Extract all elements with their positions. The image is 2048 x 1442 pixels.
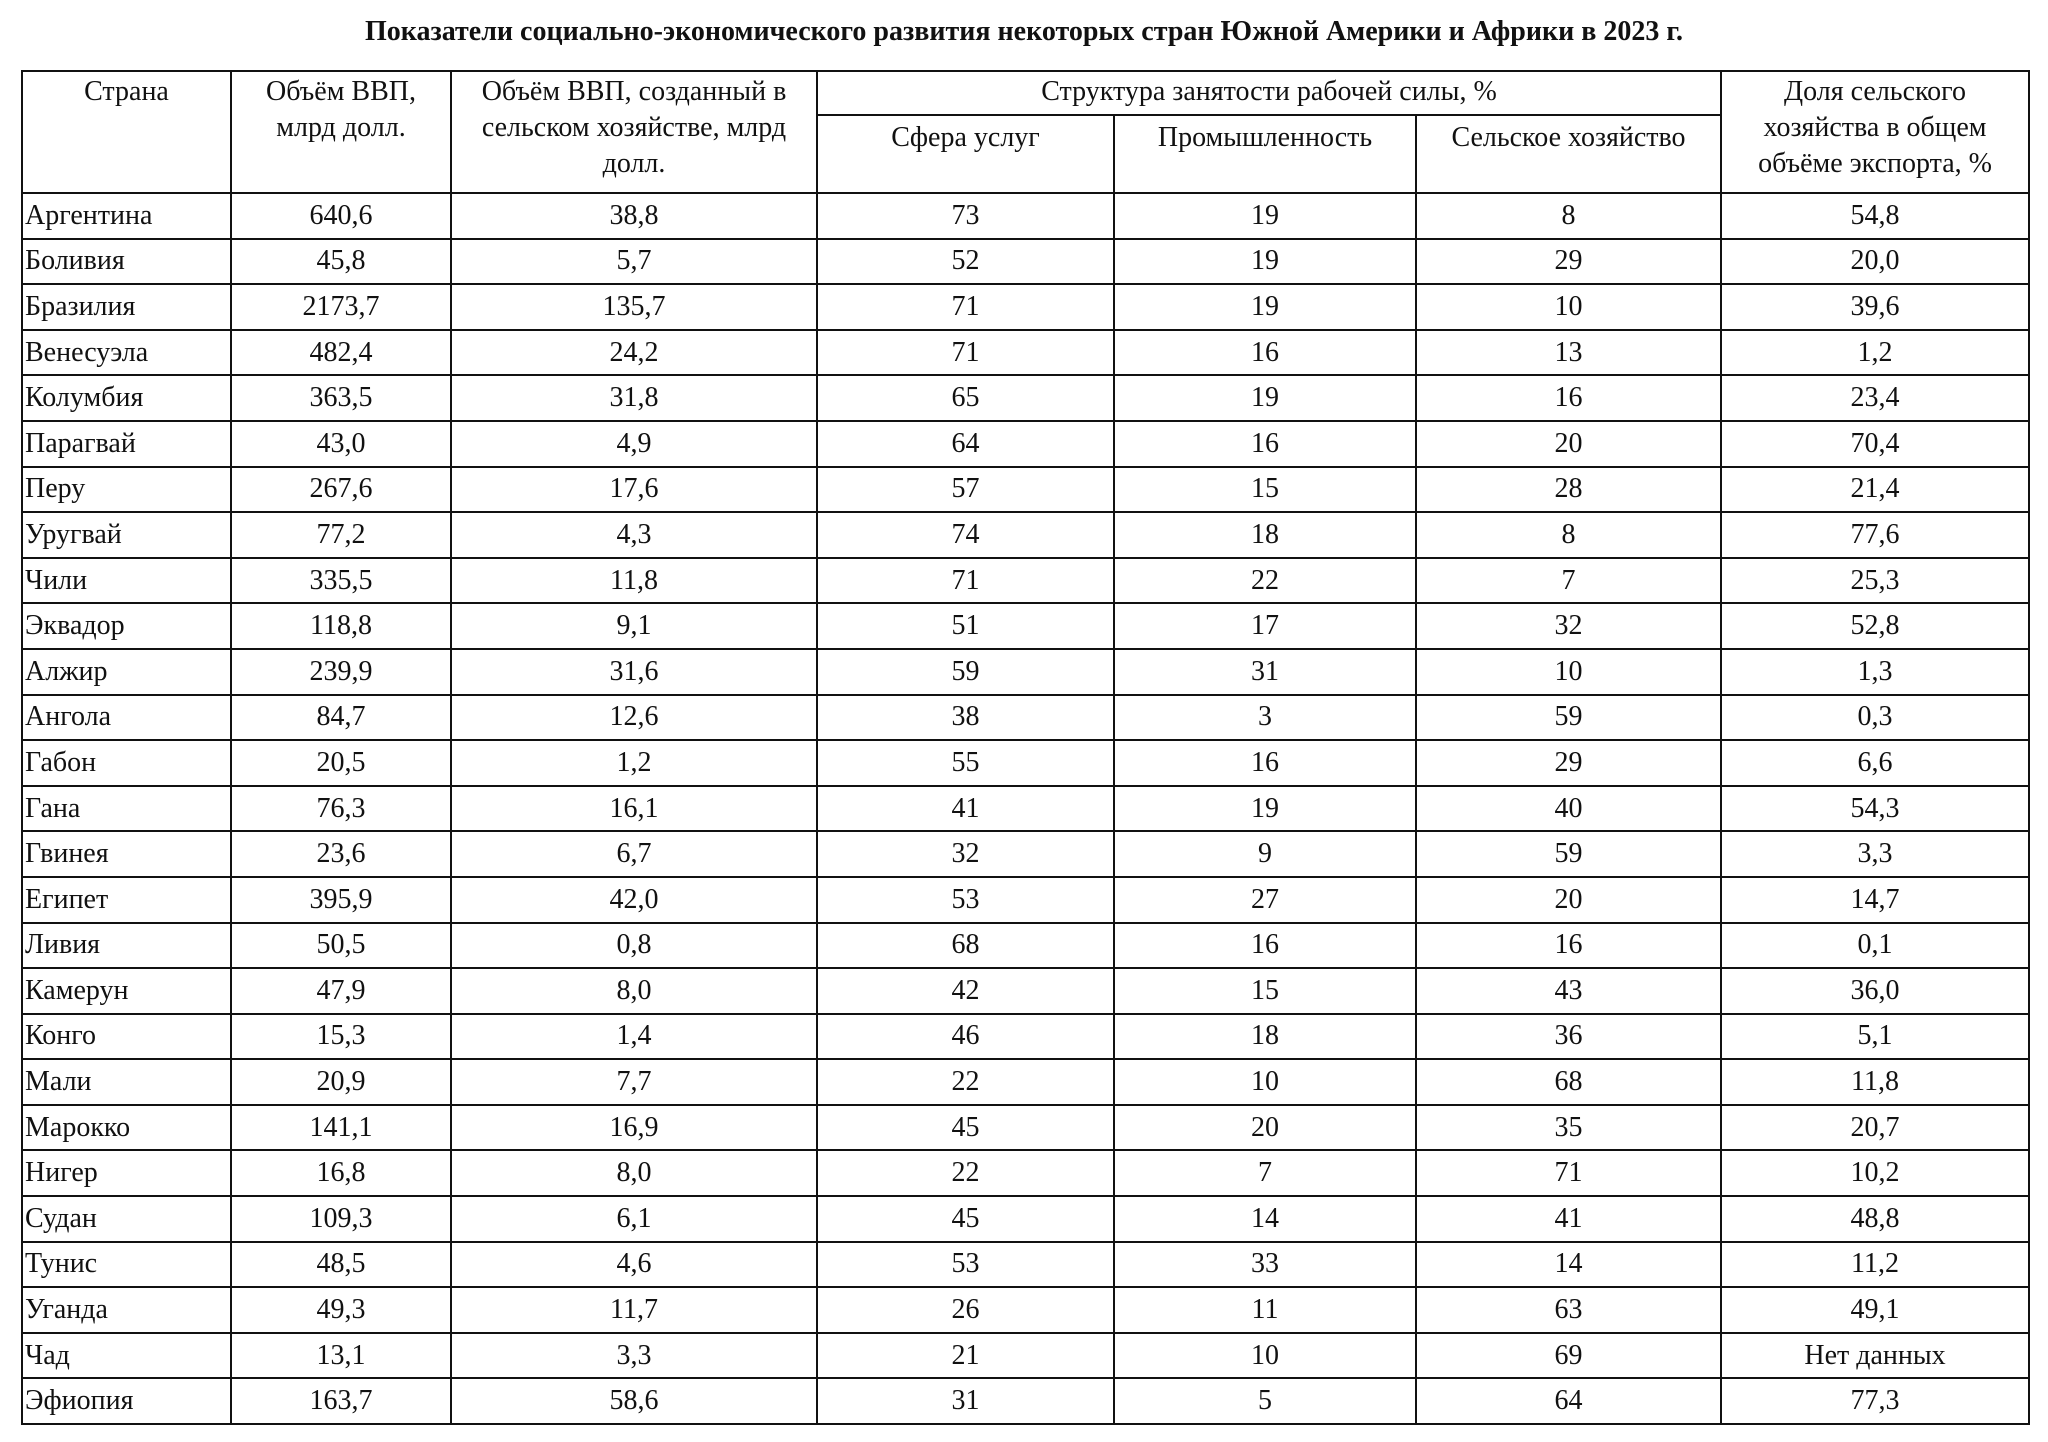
gdp-cell: 23,6 — [231, 831, 451, 877]
table-row — [22, 1196, 2029, 1242]
gdp-cell: 49,3 — [231, 1287, 451, 1333]
table-row — [22, 923, 2029, 969]
agriculture-cell: 16 — [1416, 923, 1721, 969]
agriculture-cell: 41 — [1416, 1196, 1721, 1242]
industry-cell: 19 — [1114, 786, 1416, 832]
agri-export-share-cell: 54,8 — [1721, 193, 2029, 239]
industry-cell: 19 — [1114, 193, 1416, 239]
gdp-cell: 43,0 — [231, 421, 451, 467]
gdp-agriculture-cell: 31,8 — [451, 375, 817, 421]
agri-export-share-cell: 70,4 — [1721, 421, 2029, 467]
table-row — [22, 284, 2029, 330]
agri-export-share-cell: 49,1 — [1721, 1287, 2029, 1333]
services-cell: 73 — [817, 193, 1114, 239]
agriculture-cell: 59 — [1416, 695, 1721, 741]
table-row — [22, 831, 2029, 877]
table-row — [22, 1242, 2029, 1288]
agriculture-cell: 68 — [1416, 1059, 1721, 1105]
industry-cell: 15 — [1114, 968, 1416, 1014]
industry-cell: 10 — [1114, 1333, 1416, 1379]
header-employment-structure: Структура занятости рабочей силы, % — [817, 71, 1721, 115]
agriculture-cell: 10 — [1416, 649, 1721, 695]
gdp-agriculture-cell: 4,9 — [451, 421, 817, 467]
agriculture-cell: 64 — [1416, 1378, 1721, 1424]
industry-cell: 18 — [1114, 1014, 1416, 1060]
agri-export-share-cell: 48,8 — [1721, 1196, 2029, 1242]
agri-export-share-cell: 0,3 — [1721, 695, 2029, 741]
gdp-agriculture-cell: 135,7 — [451, 284, 817, 330]
header-services: Сфера услуг — [817, 115, 1114, 193]
table-row — [22, 695, 2029, 741]
agri-export-share-cell: 5,1 — [1721, 1014, 2029, 1060]
agriculture-cell: 29 — [1416, 239, 1721, 285]
agriculture-cell: 13 — [1416, 330, 1721, 376]
industry-cell: 19 — [1114, 375, 1416, 421]
agri-export-share-cell: 10,2 — [1721, 1150, 2029, 1196]
country-cell: Алжир — [22, 649, 231, 695]
agriculture-cell: 8 — [1416, 193, 1721, 239]
country-cell: Эфиопия — [22, 1378, 231, 1424]
industry-cell: 31 — [1114, 649, 1416, 695]
country-cell: Парагвай — [22, 421, 231, 467]
gdp-cell: 20,5 — [231, 740, 451, 786]
industry-cell: 5 — [1114, 1378, 1416, 1424]
agriculture-cell: 10 — [1416, 284, 1721, 330]
country-cell: Тунис — [22, 1242, 231, 1288]
gdp-cell: 335,5 — [231, 558, 451, 604]
gdp-cell: 109,3 — [231, 1196, 451, 1242]
gdp-agriculture-cell: 16,1 — [451, 786, 817, 832]
agriculture-cell: 69 — [1416, 1333, 1721, 1379]
table-row — [22, 558, 2029, 604]
gdp-cell: 45,8 — [231, 239, 451, 285]
services-cell: 65 — [817, 375, 1114, 421]
country-cell: Камерун — [22, 968, 231, 1014]
country-cell: Уганда — [22, 1287, 231, 1333]
table-row — [22, 1287, 2029, 1333]
gdp-agriculture-cell: 6,1 — [451, 1196, 817, 1242]
industry-cell: 7 — [1114, 1150, 1416, 1196]
services-cell: 53 — [817, 877, 1114, 923]
gdp-agriculture-cell: 24,2 — [451, 330, 817, 376]
country-cell: Судан — [22, 1196, 231, 1242]
country-cell: Ангола — [22, 695, 231, 741]
gdp-cell: 239,9 — [231, 649, 451, 695]
industry-cell: 19 — [1114, 239, 1416, 285]
services-cell: 53 — [817, 1242, 1114, 1288]
country-cell: Марокко — [22, 1105, 231, 1151]
table-body — [22, 193, 2029, 1424]
gdp-agriculture-cell: 16,9 — [451, 1105, 817, 1151]
gdp-cell: 141,1 — [231, 1105, 451, 1151]
services-cell: 64 — [817, 421, 1114, 467]
gdp-cell: 640,6 — [231, 193, 451, 239]
country-cell: Гана — [22, 786, 231, 832]
agri-export-share-cell: 0,1 — [1721, 923, 2029, 969]
table-row — [22, 1059, 2029, 1105]
table-row — [22, 421, 2029, 467]
agri-export-share-cell: Нет данных — [1721, 1333, 2029, 1379]
agriculture-cell: 43 — [1416, 968, 1721, 1014]
country-cell: Ливия — [22, 923, 231, 969]
country-cell: Чад — [22, 1333, 231, 1379]
agriculture-cell: 28 — [1416, 467, 1721, 513]
agri-export-share-cell: 21,4 — [1721, 467, 2029, 513]
gdp-cell: 363,5 — [231, 375, 451, 421]
gdp-cell: 50,5 — [231, 923, 451, 969]
gdp-agriculture-cell: 42,0 — [451, 877, 817, 923]
header-row — [22, 71, 2029, 115]
table-row — [22, 193, 2029, 239]
services-cell: 68 — [817, 923, 1114, 969]
agri-export-share-cell: 20,0 — [1721, 239, 2029, 285]
industry-cell: 9 — [1114, 831, 1416, 877]
gdp-agriculture-cell: 6,7 — [451, 831, 817, 877]
gdp-cell: 482,4 — [231, 330, 451, 376]
table-row — [22, 786, 2029, 832]
agriculture-cell: 32 — [1416, 603, 1721, 649]
country-cell: Аргентина — [22, 193, 231, 239]
agri-export-share-cell: 6,6 — [1721, 740, 2029, 786]
country-cell: Бразилия — [22, 284, 231, 330]
industry-cell: 14 — [1114, 1196, 1416, 1242]
table-row — [22, 239, 2029, 285]
table-row — [22, 512, 2029, 558]
services-cell: 74 — [817, 512, 1114, 558]
gdp-agriculture-cell: 4,6 — [451, 1242, 817, 1288]
country-cell: Гвинея — [22, 831, 231, 877]
agri-export-share-cell: 52,8 — [1721, 603, 2029, 649]
indicators-table — [21, 70, 2030, 1425]
country-cell: Чили — [22, 558, 231, 604]
services-cell: 32 — [817, 831, 1114, 877]
country-cell: Нигер — [22, 1150, 231, 1196]
agri-export-share-cell: 39,6 — [1721, 284, 2029, 330]
services-cell: 21 — [817, 1333, 1114, 1379]
gdp-agriculture-cell: 0,8 — [451, 923, 817, 969]
industry-cell: 19 — [1114, 284, 1416, 330]
country-cell: Эквадор — [22, 603, 231, 649]
table-row — [22, 1105, 2029, 1151]
agriculture-cell: 35 — [1416, 1105, 1721, 1151]
gdp-agriculture-cell: 58,6 — [451, 1378, 817, 1424]
agriculture-cell: 71 — [1416, 1150, 1721, 1196]
gdp-cell: 76,3 — [231, 786, 451, 832]
country-cell: Боливия — [22, 239, 231, 285]
header-country: Страна — [22, 71, 231, 193]
gdp-agriculture-cell: 11,8 — [451, 558, 817, 604]
industry-cell: 20 — [1114, 1105, 1416, 1151]
country-cell: Уругвай — [22, 512, 231, 558]
gdp-cell: 15,3 — [231, 1014, 451, 1060]
gdp-agriculture-cell: 38,8 — [451, 193, 817, 239]
services-cell: 71 — [817, 558, 1114, 604]
agri-export-share-cell: 77,3 — [1721, 1378, 2029, 1424]
table-row — [22, 1014, 2029, 1060]
gdp-cell: 16,8 — [231, 1150, 451, 1196]
agri-export-share-cell: 14,7 — [1721, 877, 2029, 923]
agriculture-cell: 20 — [1416, 421, 1721, 467]
gdp-agriculture-cell: 12,6 — [451, 695, 817, 741]
industry-cell: 22 — [1114, 558, 1416, 604]
gdp-cell: 77,2 — [231, 512, 451, 558]
industry-cell: 18 — [1114, 512, 1416, 558]
agri-export-share-cell: 1,2 — [1721, 330, 2029, 376]
industry-cell: 10 — [1114, 1059, 1416, 1105]
gdp-agriculture-cell: 1,4 — [451, 1014, 817, 1060]
agriculture-cell: 8 — [1416, 512, 1721, 558]
agri-export-share-cell: 54,3 — [1721, 786, 2029, 832]
agriculture-cell: 7 — [1416, 558, 1721, 604]
agri-export-share-cell: 1,3 — [1721, 649, 2029, 695]
services-cell: 46 — [817, 1014, 1114, 1060]
services-cell: 31 — [817, 1378, 1114, 1424]
country-cell: Колумбия — [22, 375, 231, 421]
gdp-agriculture-cell: 5,7 — [451, 239, 817, 285]
services-cell: 59 — [817, 649, 1114, 695]
gdp-agriculture-cell: 7,7 — [451, 1059, 817, 1105]
country-cell: Мали — [22, 1059, 231, 1105]
header-gdp: Объём ВВП, млрд долл. — [231, 71, 451, 193]
services-cell: 57 — [817, 467, 1114, 513]
header-agri-export-share: Доля сельского хозяйства в общем объёме экспорта, % — [1721, 71, 2029, 193]
table-row — [22, 877, 2029, 923]
industry-cell: 17 — [1114, 603, 1416, 649]
country-cell: Габон — [22, 740, 231, 786]
industry-cell: 16 — [1114, 421, 1416, 467]
table-row — [22, 1333, 2029, 1379]
industry-cell: 16 — [1114, 330, 1416, 376]
agriculture-cell: 14 — [1416, 1242, 1721, 1288]
country-cell: Перу — [22, 467, 231, 513]
services-cell: 71 — [817, 330, 1114, 376]
agriculture-cell: 63 — [1416, 1287, 1721, 1333]
table-row — [22, 740, 2029, 786]
industry-cell: 15 — [1114, 467, 1416, 513]
agriculture-cell: 16 — [1416, 375, 1721, 421]
header-industry: Промышленность — [1114, 115, 1416, 193]
gdp-cell: 84,7 — [231, 695, 451, 741]
table-row — [22, 603, 2029, 649]
gdp-agriculture-cell: 3,3 — [451, 1333, 817, 1379]
services-cell: 51 — [817, 603, 1114, 649]
agri-export-share-cell: 25,3 — [1721, 558, 2029, 604]
services-cell: 22 — [817, 1150, 1114, 1196]
agriculture-cell: 29 — [1416, 740, 1721, 786]
industry-cell: 16 — [1114, 923, 1416, 969]
services-cell: 55 — [817, 740, 1114, 786]
services-cell: 45 — [817, 1196, 1114, 1242]
industry-cell: 3 — [1114, 695, 1416, 741]
header-gdp-agriculture: Объём ВВП, созданный в сельском хозяйстве, млрд долл. — [451, 71, 817, 193]
gdp-cell: 48,5 — [231, 1242, 451, 1288]
gdp-cell: 163,7 — [231, 1378, 451, 1424]
services-cell: 52 — [817, 239, 1114, 285]
document-title: Показатели социально-экономического развития некоторых стран Южной Америки и Африки в 2023 г. — [365, 16, 1683, 47]
gdp-agriculture-cell: 4,3 — [451, 512, 817, 558]
country-cell: Конго — [22, 1014, 231, 1060]
gdp-agriculture-cell: 31,6 — [451, 649, 817, 695]
industry-cell: 16 — [1114, 740, 1416, 786]
agri-export-share-cell: 3,3 — [1721, 831, 2029, 877]
table-row — [22, 467, 2029, 513]
table-row — [22, 1150, 2029, 1196]
table-row — [22, 968, 2029, 1014]
agri-export-share-cell: 77,6 — [1721, 512, 2029, 558]
gdp-cell: 20,9 — [231, 1059, 451, 1105]
gdp-agriculture-cell: 9,1 — [451, 603, 817, 649]
gdp-cell: 395,9 — [231, 877, 451, 923]
agri-export-share-cell: 11,8 — [1721, 1059, 2029, 1105]
gdp-cell: 47,9 — [231, 968, 451, 1014]
table-row — [22, 330, 2029, 376]
gdp-agriculture-cell: 1,2 — [451, 740, 817, 786]
table-row — [22, 649, 2029, 695]
industry-cell: 11 — [1114, 1287, 1416, 1333]
agri-export-share-cell: 20,7 — [1721, 1105, 2029, 1151]
table-row — [22, 375, 2029, 421]
gdp-cell: 13,1 — [231, 1333, 451, 1379]
services-cell: 26 — [817, 1287, 1114, 1333]
agriculture-cell: 36 — [1416, 1014, 1721, 1060]
gdp-agriculture-cell: 17,6 — [451, 467, 817, 513]
gdp-cell: 118,8 — [231, 603, 451, 649]
services-cell: 71 — [817, 284, 1114, 330]
industry-cell: 33 — [1114, 1242, 1416, 1288]
services-cell: 45 — [817, 1105, 1114, 1151]
header-agriculture: Сельское хозяйство — [1416, 115, 1721, 193]
agri-export-share-cell: 23,4 — [1721, 375, 2029, 421]
services-cell: 42 — [817, 968, 1114, 1014]
agriculture-cell: 40 — [1416, 786, 1721, 832]
gdp-agriculture-cell: 8,0 — [451, 1150, 817, 1196]
agriculture-cell: 59 — [1416, 831, 1721, 877]
country-cell: Египет — [22, 877, 231, 923]
gdp-agriculture-cell: 8,0 — [451, 968, 817, 1014]
gdp-agriculture-cell: 11,7 — [451, 1287, 817, 1333]
agriculture-cell: 20 — [1416, 877, 1721, 923]
services-cell: 41 — [817, 786, 1114, 832]
agri-export-share-cell: 11,2 — [1721, 1242, 2029, 1288]
services-cell: 22 — [817, 1059, 1114, 1105]
gdp-cell: 267,6 — [231, 467, 451, 513]
gdp-cell: 2173,7 — [231, 284, 451, 330]
country-cell: Венесуэла — [22, 330, 231, 376]
agri-export-share-cell: 36,0 — [1721, 968, 2029, 1014]
table-row — [22, 1378, 2029, 1424]
industry-cell: 27 — [1114, 877, 1416, 923]
services-cell: 38 — [817, 695, 1114, 741]
